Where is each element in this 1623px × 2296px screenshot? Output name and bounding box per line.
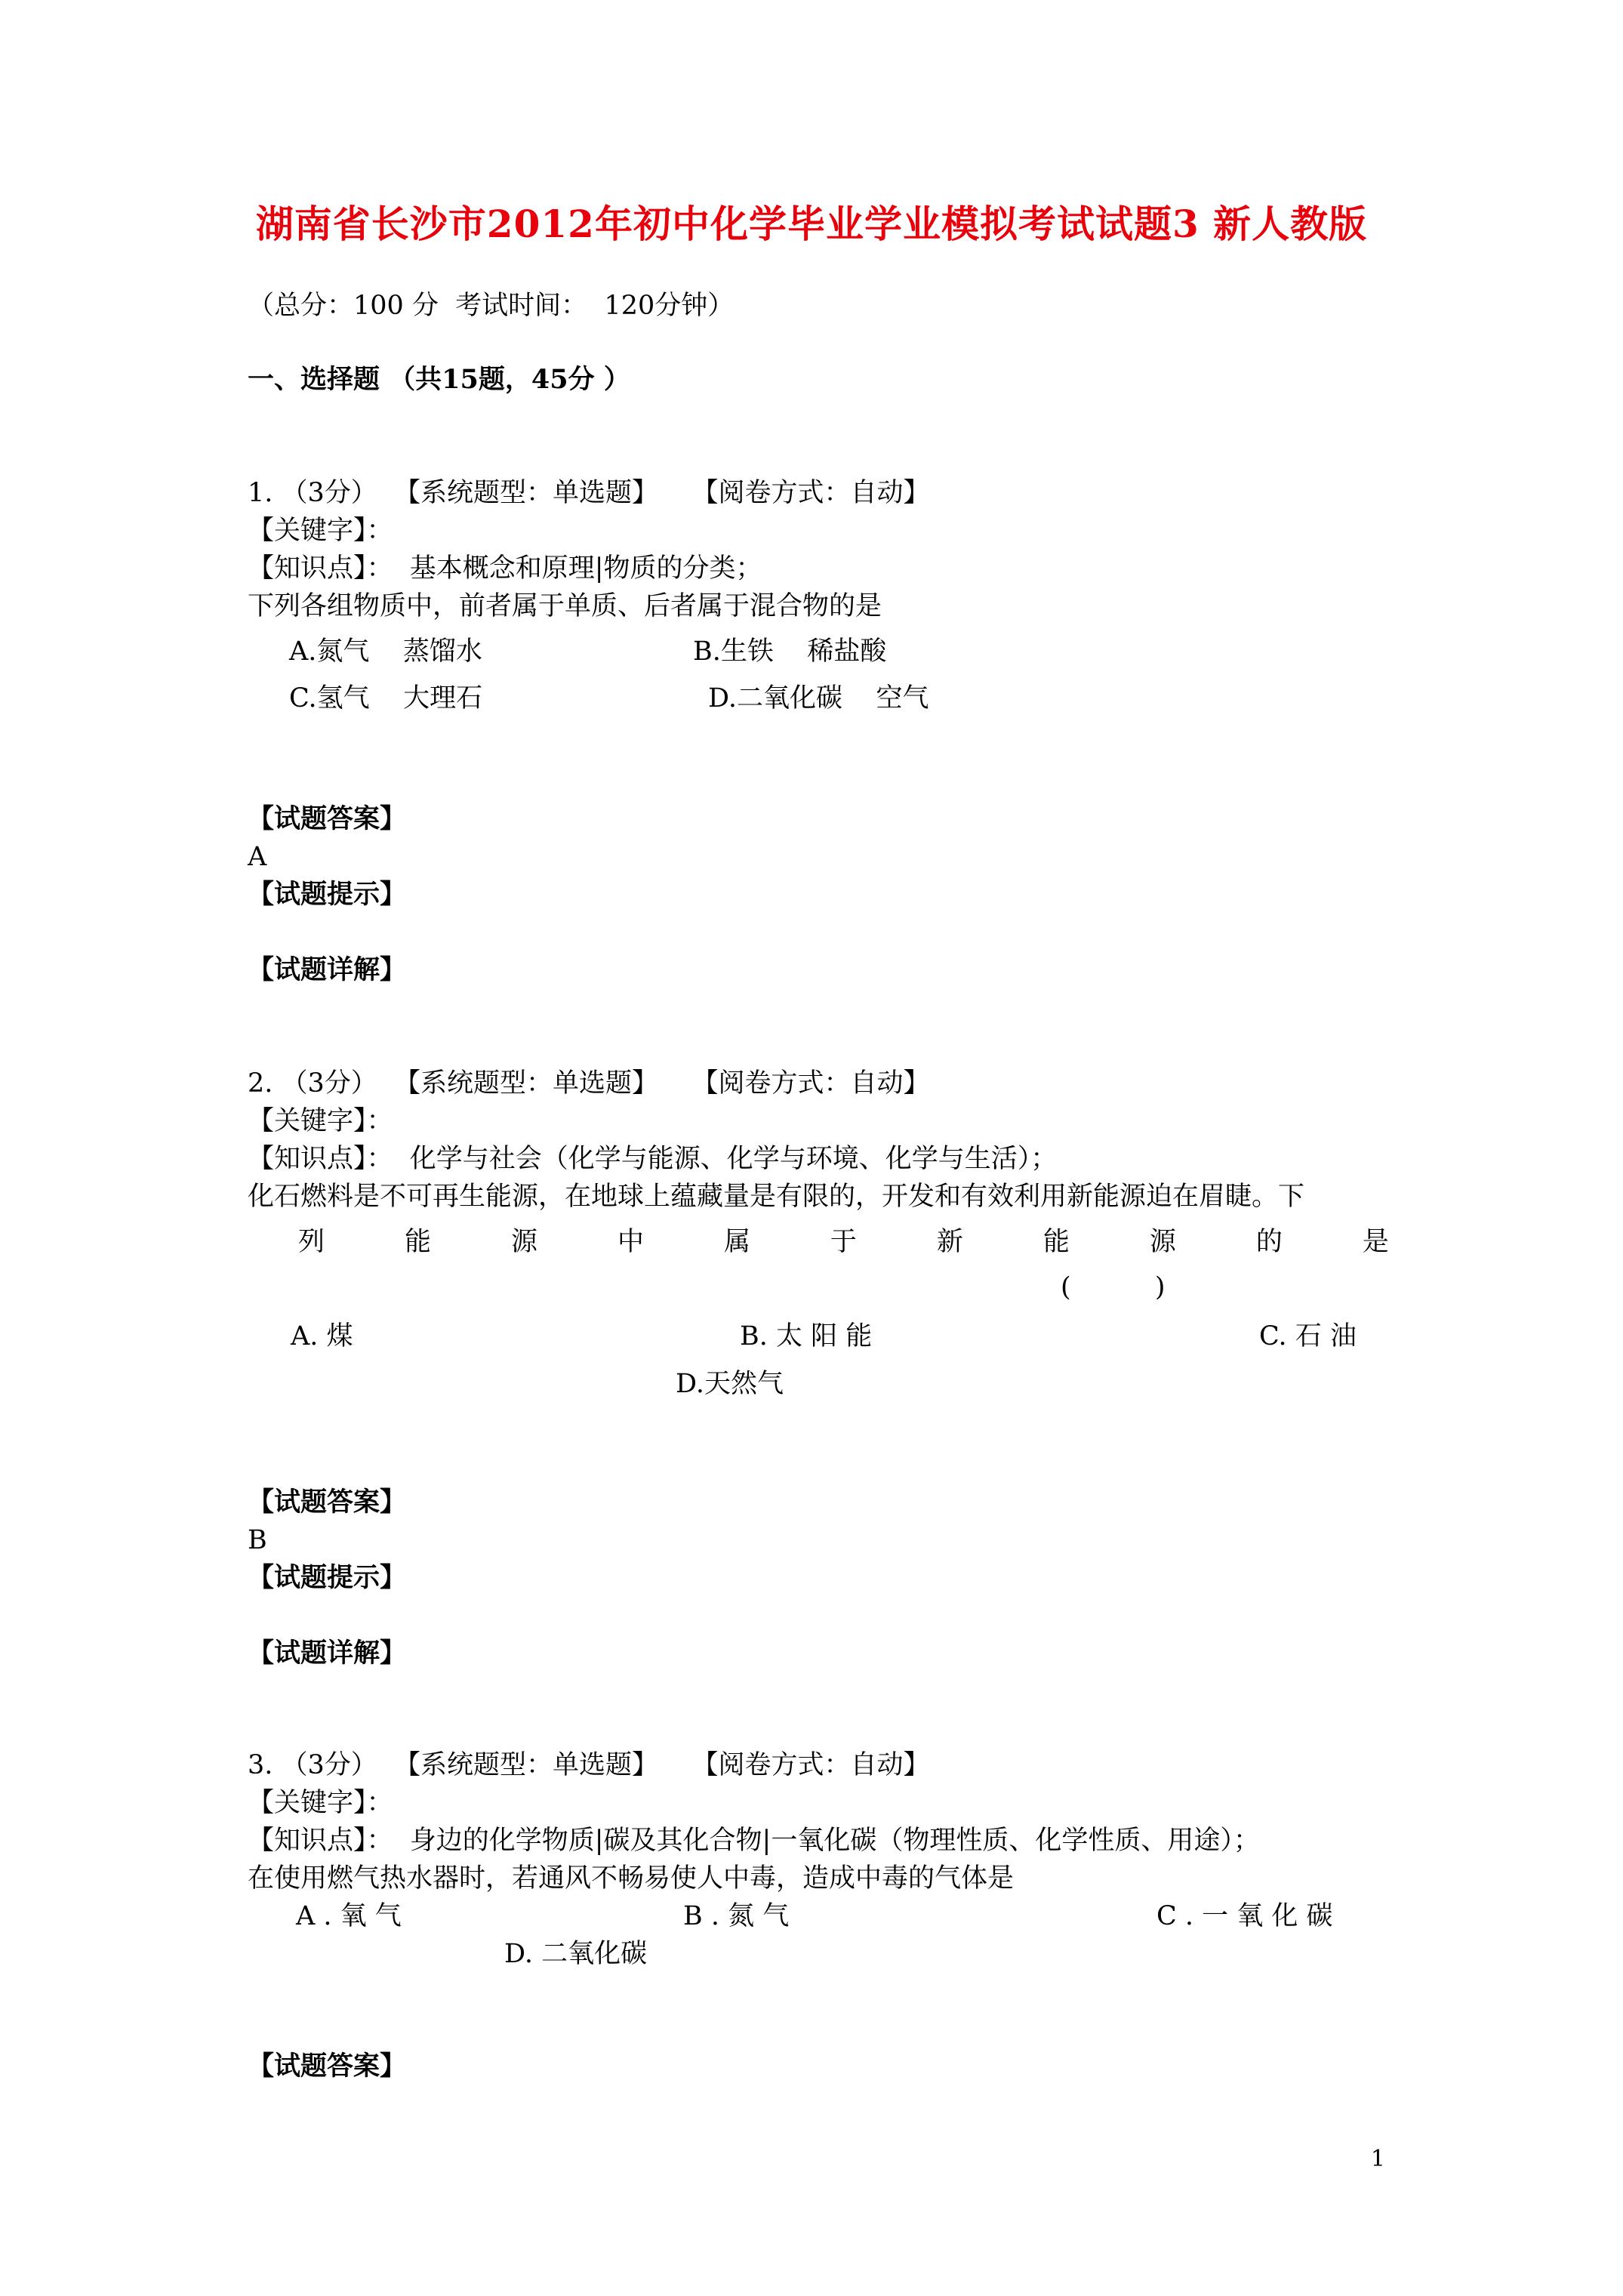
q2-stem-char: 于 xyxy=(830,1227,857,1257)
q2-stem-char: 源 xyxy=(1149,1227,1176,1257)
page-title: 湖南省长沙市2012年初中化学毕业学业模拟考试试题3 新人教版 xyxy=(255,202,1368,246)
q2-option-b: B. 太 阳 能 xyxy=(740,1321,873,1351)
q3-option-c: C . 一 氧 化 碳 xyxy=(1156,1901,1333,1931)
q1-stem: 下列各组物质中，前者属于单质、后者属于混合物的是 xyxy=(248,591,882,621)
q2-header: 2. （3分） 【系统题型：单选题】 【阅卷方式：自动】 xyxy=(248,1068,930,1099)
q1-option-c: C.氢气 大理石 xyxy=(289,683,483,713)
q2-detail-label: 【试题详解】 xyxy=(248,1638,407,1669)
q2-hint-label: 【试题提示】 xyxy=(248,1562,407,1593)
q1-detail-label: 【试题详解】 xyxy=(248,954,407,985)
q2-option-d: D.天然气 xyxy=(676,1369,784,1399)
q2-option-a: A. 煤 xyxy=(291,1321,353,1351)
q3-option-a: A . 氧 气 xyxy=(296,1901,402,1931)
q2-answer: B xyxy=(248,1525,267,1555)
q1-hint-label: 【试题提示】 xyxy=(248,879,407,910)
q2-stem-char: 中 xyxy=(617,1227,644,1257)
section-heading: 一、选择题 （共15题，45分 ） xyxy=(248,364,630,395)
q3-stem: 在使用燃气热水器时，若通风不畅易使人中毒，造成中毒的气体是 xyxy=(248,1863,1015,1894)
q3-knowledge: 【知识点】： 身边的化学物质|碳及其化合物|一氧化碳（物理性质、化学性质、用途）； xyxy=(248,1826,1260,1856)
q2-knowledge: 【知识点】： 化学与社会（化学与能源、化学与环境、化学与生活）； xyxy=(248,1144,1058,1174)
q1-keyword: 【关键字】： xyxy=(248,516,393,546)
q2-answer-paren: ( ) xyxy=(1061,1272,1166,1302)
q2-stem-char: 的 xyxy=(1255,1227,1283,1257)
q3-keyword: 【关键字】： xyxy=(248,1788,393,1818)
q1-option-a: A.氮气 蒸馏水 xyxy=(289,636,482,667)
q2-answer-label: 【试题答案】 xyxy=(248,1487,407,1518)
q2-stem-continuation xyxy=(298,1223,1389,1261)
q1-header: 1. （3分） 【系统题型：单选题】 【阅卷方式：自动】 xyxy=(248,478,930,508)
q1-answer-label: 【试题答案】 xyxy=(248,803,407,834)
q2-keyword: 【关键字】： xyxy=(248,1106,393,1136)
q2-stem-char: 是 xyxy=(1362,1227,1389,1257)
q1-option-d: D.二氧化碳 空气 xyxy=(708,683,929,713)
q3-option-d: D. 二氧化碳 xyxy=(504,1939,648,1969)
q1-answer: A xyxy=(248,842,267,872)
q2-stem-char: 能 xyxy=(404,1227,431,1257)
q3-option-b: B . 氮 气 xyxy=(683,1901,790,1931)
q2-option-c: C. 石 油 xyxy=(1259,1321,1357,1351)
q3-answer-label: 【试题答案】 xyxy=(248,2051,407,2082)
q1-option-b: B.生铁 稀盐酸 xyxy=(693,636,887,667)
q2-stem-char: 源 xyxy=(510,1227,537,1257)
page-number: 1 xyxy=(1370,2146,1385,2172)
q2-stem-char: 列 xyxy=(298,1227,325,1257)
q2-stem-char: 属 xyxy=(723,1227,750,1257)
q1-knowledge: 【知识点】： 基本概念和原理|物质的分类； xyxy=(248,553,762,584)
q2-stem: 化石燃料是不可再生能源，在地球上蕴藏量是有限的，开发和有效利用新能源迫在眉睫。下 xyxy=(248,1182,1305,1212)
q2-stem-char: 新 xyxy=(936,1227,963,1257)
q3-header: 3. （3分） 【系统题型：单选题】 【阅卷方式：自动】 xyxy=(248,1750,930,1780)
q2-stem-char: 能 xyxy=(1042,1227,1070,1257)
exam-meta: （总分：100 分 考试时间： 120分钟） xyxy=(248,291,735,321)
